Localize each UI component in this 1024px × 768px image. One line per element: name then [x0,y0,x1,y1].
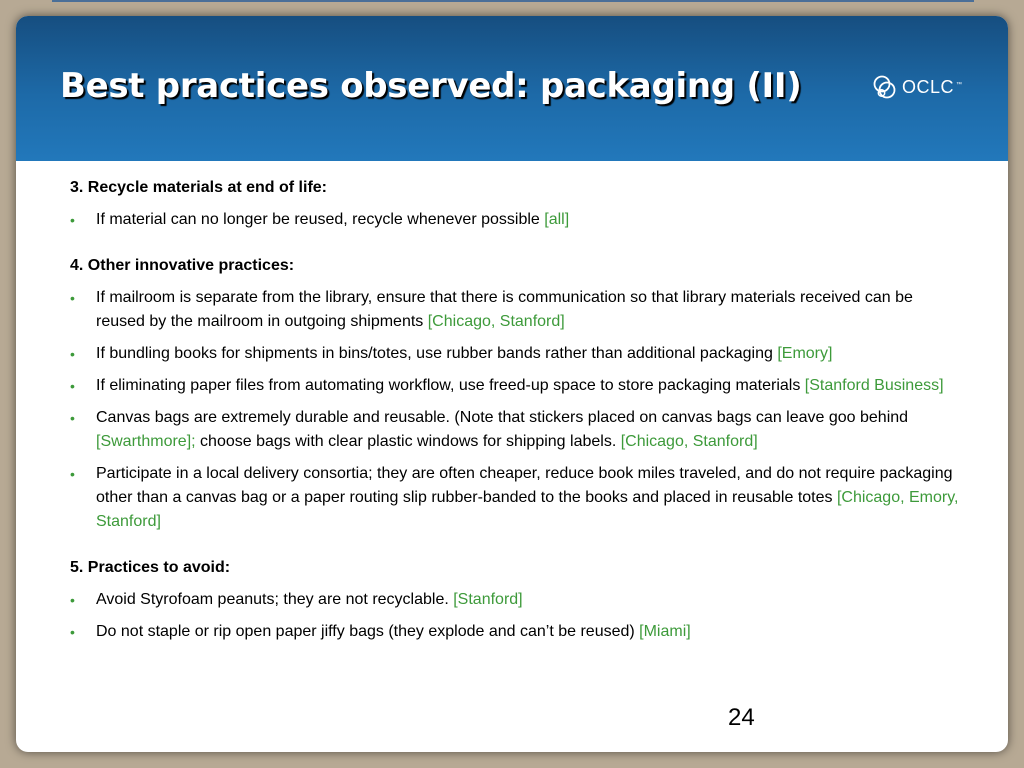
oclc-logo [872,74,962,100]
bullet-text: Avoid Styrofoam peanuts; they are not recyclable. [96,591,454,608]
bullet-list-recycle [70,208,960,232]
list-item [70,588,960,612]
slide [16,16,1008,752]
citation: [Emory] [777,345,833,362]
bullet-icon: • [70,290,75,306]
slide-content [70,176,960,652]
slide-title: Best practices observed: packaging (II) [60,66,802,106]
oclc-logo-icon [872,74,898,100]
page-number: 24 [728,704,755,731]
list-item [70,342,960,366]
bullet-text: If bundling books for shipments in bins/totes, use rubber bands rather than additional packaging [96,345,778,362]
bullet-text: If eliminating paper files from automating workflow, use freed-up space to store packaging materials [96,377,805,394]
list-item [70,208,960,232]
section-heading-recycle: 3. Recycle materials at end of life: [70,179,327,196]
bullet-icon: • [70,592,75,608]
citation: [Chicago, Stanford] [620,433,758,450]
bullet-text: If material can no longer be reused, recycle whenever possible [96,211,545,228]
citation: [Stanford] [453,591,523,608]
list-item [70,406,960,454]
bullet-list-avoid [70,588,960,644]
list-item [70,462,960,534]
citation: [Swarthmore]; [96,433,196,450]
citation: [Chicago, Stanford] [427,313,565,330]
section-heading-innovative: 4. Other innovative practices: [70,257,295,274]
section-heading-avoid: 5. Practices to avoid: [70,559,231,576]
list-item [70,286,960,334]
citation: [Stanford Business] [804,377,944,394]
slide-header [16,16,1008,161]
list-item [70,620,960,644]
top-rule [52,0,974,2]
list-item [70,374,960,398]
citation: [Miami] [639,623,691,640]
bullet-icon: • [70,410,75,426]
bullet-text-continued: choose bags with clear plastic windows for shipping labels. [195,433,621,450]
citation: [Chicago, Emory, Stanford] [96,489,959,530]
logo-trademark: ™ [956,82,963,88]
logo-text: OCLC [902,76,955,97]
bullet-text: Do not staple or rip open paper jiffy bags (they explode and can’t be reused) [96,623,640,640]
bullet-text: Canvas bags are extremely durable and reusable. (Note that stickers placed on canvas bags can leave goo behind [96,409,909,426]
bullet-list-innovative [70,286,960,534]
bullet-icon: • [70,346,75,362]
bullet-icon: • [70,466,75,482]
bullet-text: If mailroom is separate from the library, ensure that there is communication so that library materials received can be reused by the mailroom in outgoing shipments [96,289,913,330]
bullet-text: Participate in a local delivery consortia; they are often cheaper, reduce book miles traveled, and do not require packaging other than a canvas bag or a paper routing slip rubber-banded to the books and placed in reusable totes [96,465,953,506]
bullet-icon: • [70,378,75,394]
bullet-icon: • [70,212,75,228]
citation: [all] [544,211,570,228]
bullet-icon: • [70,624,75,640]
